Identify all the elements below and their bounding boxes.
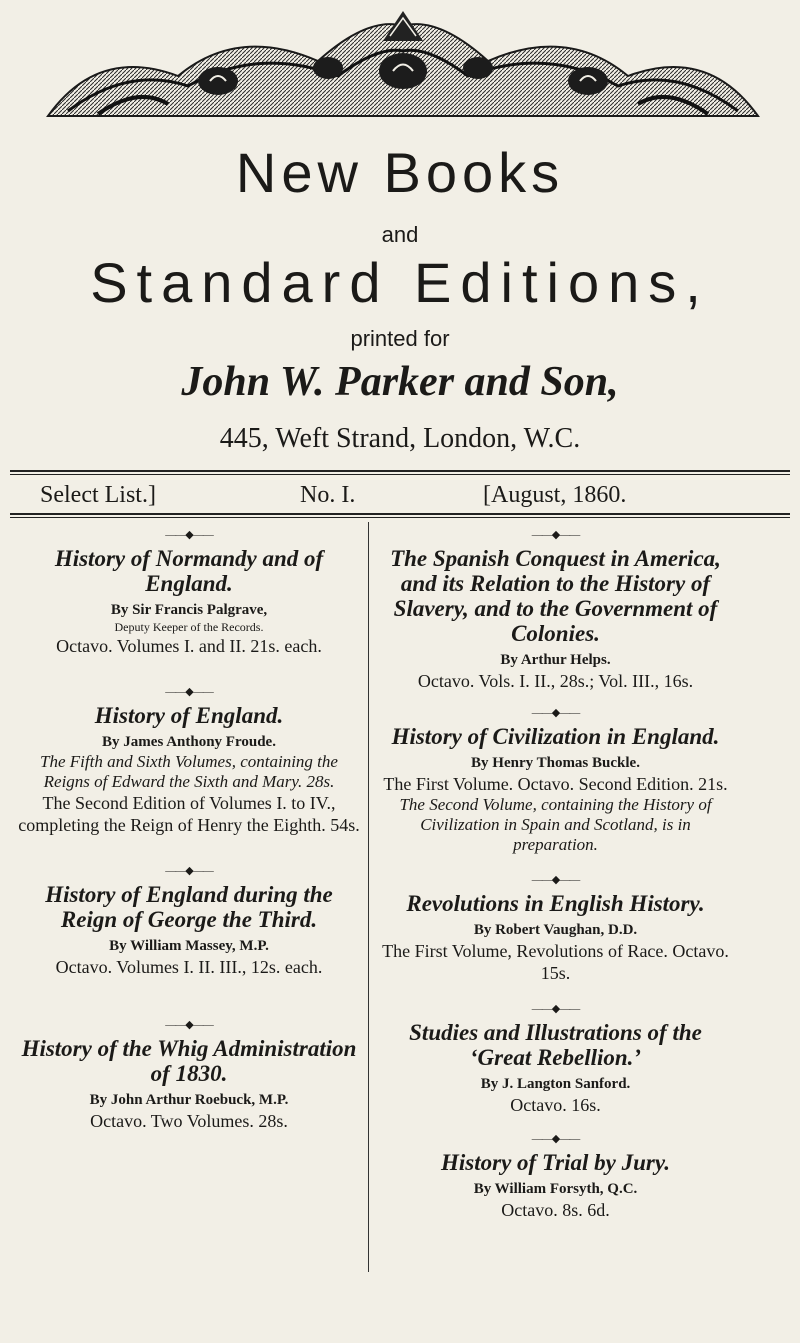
book-author: By Robert Vaughan, D.D. <box>473 922 638 938</box>
book-entry <box>378 706 733 855</box>
separator-ornament: ——◆—— <box>165 1019 213 1031</box>
book-detail: Octavo. 16s. <box>510 1095 601 1115</box>
book-title: History of Civilization in England. <box>391 724 720 749</box>
list-date: [August, 1860. <box>483 482 627 508</box>
separator-ornament: ——◆—— <box>165 865 213 877</box>
book-title: History of Normandy and of England. <box>54 546 324 596</box>
book-entry <box>18 528 360 657</box>
book-author: By John Arthur Roebuck, M.P. <box>89 1092 289 1108</box>
book-author: By Henry Thomas Buckle. <box>471 755 640 771</box>
book-detail: Octavo. Volumes I. and II. 21s. each. <box>56 636 322 656</box>
title-and: and <box>381 222 419 247</box>
separator-ornament: ——◆—— <box>531 529 580 541</box>
book-title: Revolutions in English History. <box>406 891 705 916</box>
book-entry <box>378 528 733 692</box>
separator-ornament: ——◆—— <box>531 707 580 719</box>
ornament-header <box>38 6 768 124</box>
book-title: History of England during the Reign of George the Third. <box>45 882 333 932</box>
select-list-label: Select List.] <box>40 482 156 508</box>
book-title: Studies and Illustrations of the ‘Great Rebellion.’ <box>409 1020 702 1070</box>
book-title: History of Trial by Jury. <box>441 1150 670 1175</box>
book-detail: Octavo. 8s. 6d. <box>501 1200 610 1220</box>
right-column <box>378 520 733 1221</box>
book-title: The Spanish Conquest in America, and its Relation to the History of Slavery, and to the Government of Colonies. <box>390 546 721 646</box>
separator-ornament: ——◆—— <box>165 686 213 698</box>
book-detail: Octavo. Volumes I. II. III., 12s. each. <box>55 957 323 977</box>
bottom-rule-thin <box>10 517 790 518</box>
book-detail: Octavo. Two Volumes. 28s. <box>90 1111 288 1131</box>
book-entry <box>18 685 360 836</box>
book-author: By William Forsyth, Q.C. <box>473 1181 638 1197</box>
book-detail: Octavo. Vols. I. II., 28s.; Vol. III., 16s. <box>417 671 694 691</box>
book-detail: The First Volume, Revolutions of Race. Octavo. 15s. <box>382 941 729 983</box>
bottom-rule <box>10 513 790 515</box>
separator-ornament: ——◆—— <box>531 1003 580 1015</box>
title-standard-editions: Standard Editions, <box>90 251 710 314</box>
separator-ornament: ——◆—— <box>531 874 580 886</box>
author-note: Deputy Keeper of the Records. <box>114 620 264 634</box>
book-italic-note: The Fifth and Sixth Volumes, containing the Reigns of Edward the Sixth and Mary. 28s. <box>40 752 338 791</box>
title-new-books: New Books <box>235 141 565 204</box>
publisher-name: John W. Parker and Son, <box>181 359 619 405</box>
column-divider <box>368 522 369 1272</box>
book-title: History of England. <box>94 703 284 728</box>
book-title: History of the Whig Administration of 1830. <box>21 1036 357 1086</box>
book-entry <box>18 864 360 978</box>
book-author: By Sir Francis Palgrave, <box>110 602 268 618</box>
book-detail: The Second Edition of Volumes I. to IV., completing the Reign of Henry the Eighth. 54s. <box>18 793 360 835</box>
book-entry <box>378 1002 733 1116</box>
book-italic-note: The Second Volume, containing the History of Civilization in Spain and Scotland, is in preparation. <box>399 795 712 854</box>
book-entry <box>378 1132 733 1221</box>
printed-for: printed for <box>350 326 450 351</box>
left-column <box>18 520 360 1132</box>
separator-ornament: ——◆—— <box>531 1133 580 1145</box>
top-rule-thin <box>10 474 790 475</box>
book-entry <box>378 873 733 984</box>
publisher-address: 445, Weft Strand, London, W.C. <box>219 423 581 454</box>
book-detail: The First Volume. Octavo. Second Edition. 21s. <box>383 774 728 794</box>
book-author: By William Massey, M.P. <box>109 938 269 954</box>
list-number: No. I. <box>300 482 356 508</box>
book-author: By Arthur Helps. <box>500 652 611 668</box>
book-author: By James Anthony Froude. <box>102 734 276 750</box>
top-rule <box>10 470 790 472</box>
book-entry <box>18 1018 360 1132</box>
separator-ornament: ——◆—— <box>165 529 213 541</box>
book-author: By J. Langton Sanford. <box>480 1076 631 1092</box>
